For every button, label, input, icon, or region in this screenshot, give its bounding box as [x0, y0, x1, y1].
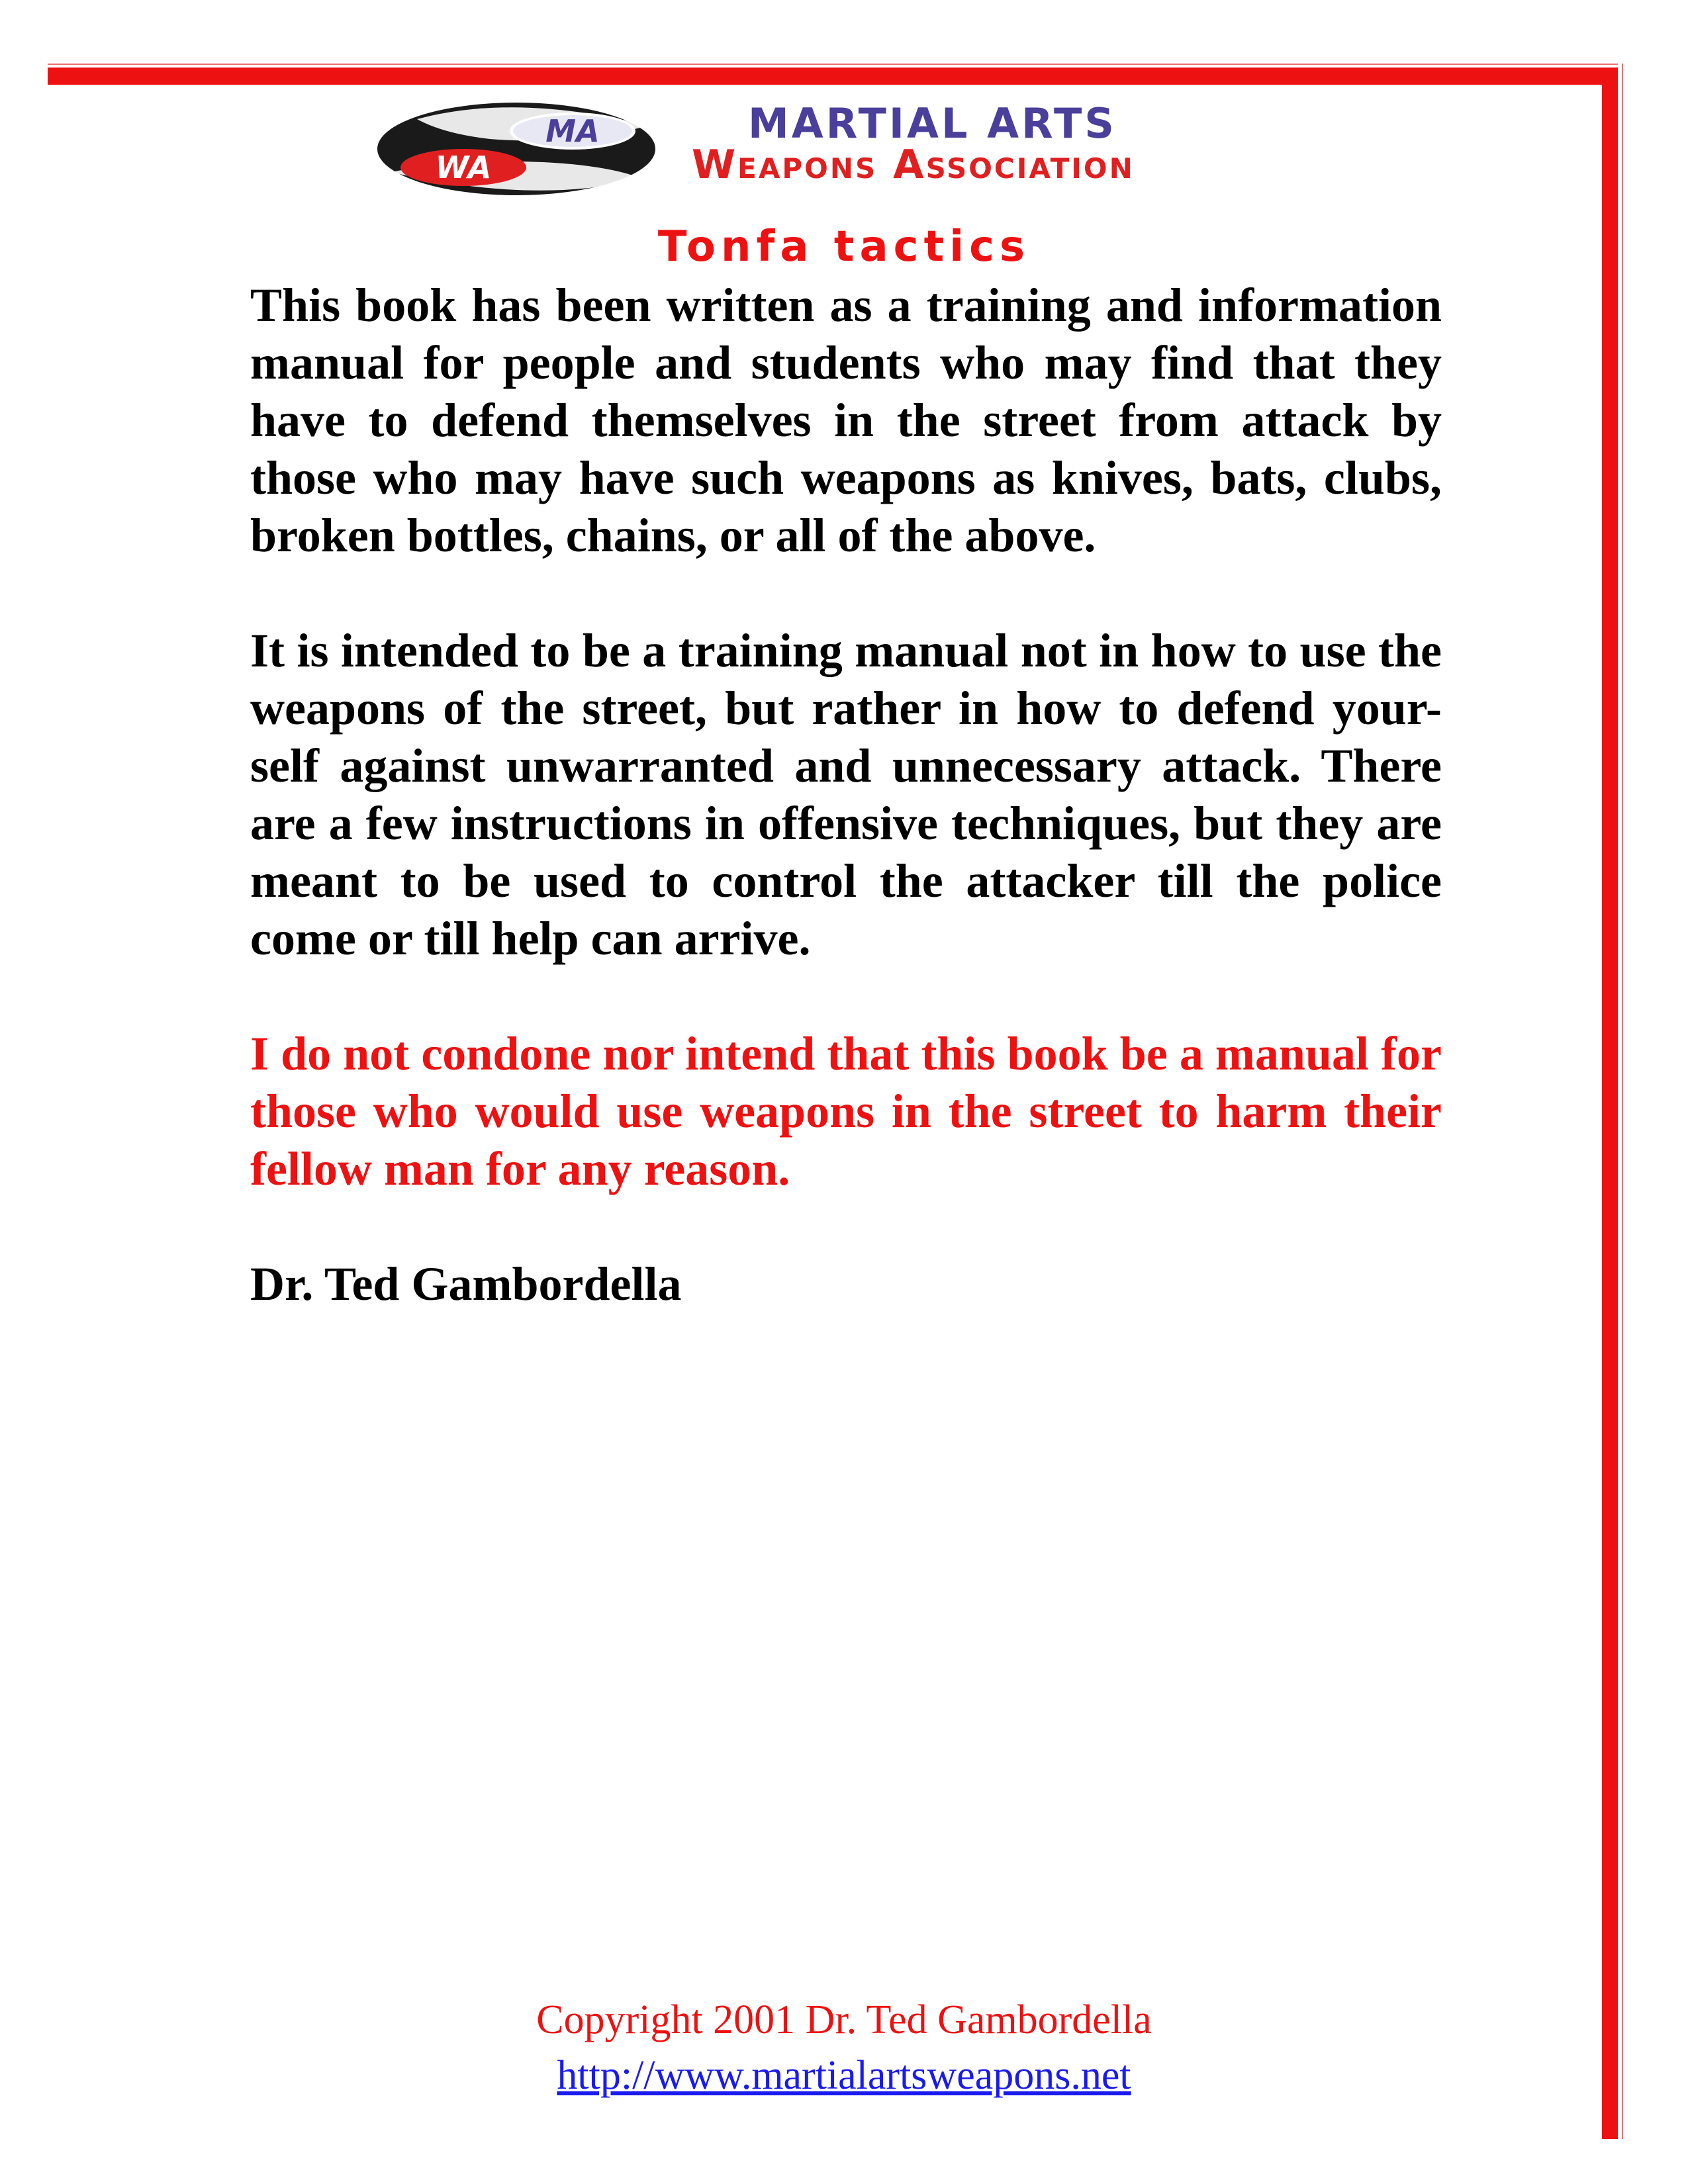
logo-title-line1: MARTIAL ARTS — [748, 99, 1117, 148]
page-border-right-thin — [1622, 64, 1623, 2139]
emblem-bottom-text: WA — [435, 150, 492, 185]
page-border-top-thin — [48, 64, 1618, 65]
author-signature: Dr. Ted Gambordella — [250, 1257, 682, 1310]
disclaimer-paragraph: I do not condone nor intend that this book be a manual for those who would use weapons in the street to harm their fellow man for any reason. — [250, 1027, 1442, 1195]
page-title: Tonfa tactics — [657, 222, 1031, 271]
page-footer — [0, 1992, 1688, 2103]
website-link[interactable]: http://www.martialartsweapons.net — [557, 2053, 1131, 2098]
yin-yang-emblem-icon — [371, 99, 662, 199]
page-border-right — [1602, 68, 1618, 2139]
copyright-notice: Copyright 2001 Dr. Ted Gambordella — [536, 1997, 1152, 2042]
purpose-paragraph: It is intended to be a training manual not in how to use the weapons of the street, but rather in how to defend your- self against unwarranted and unnecessary attack. There are a few instructions in offensive techniques, but they are meant to be used to control the attacker till the police come or till help can arrive. — [250, 624, 1442, 965]
page-border-top — [48, 68, 1618, 85]
body-text — [250, 277, 1442, 1371]
association-logo — [371, 99, 1324, 199]
emblem-top-text: MA — [545, 113, 600, 149]
logo-title-line2: Weapons Association — [692, 142, 1135, 188]
intro-paragraph: This book has been written as a training and information manual for people and students who may find that they have to defend themselves in the street from attack by those who may have such weapons as knives, bats, clubs, broken bottles, chains, or all of the above. — [250, 279, 1442, 562]
